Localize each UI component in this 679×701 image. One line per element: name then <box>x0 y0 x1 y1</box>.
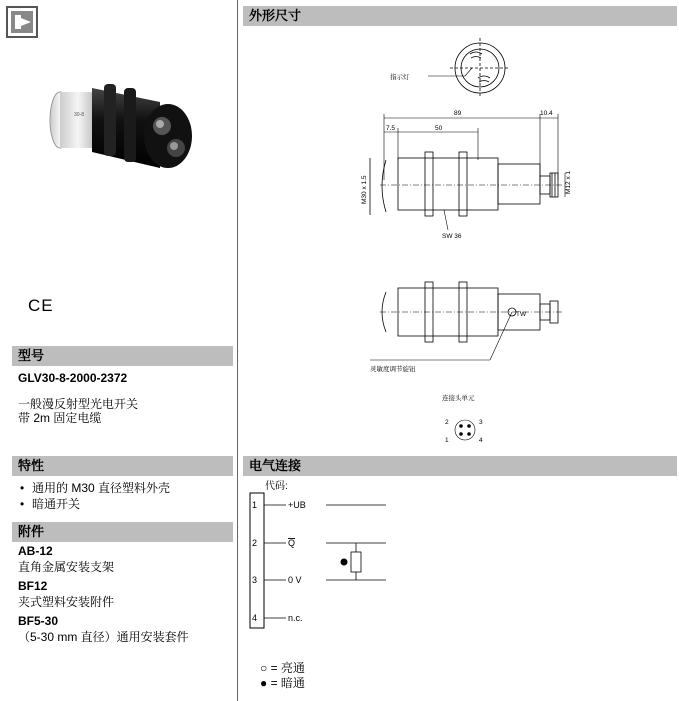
dim-10-4: 10.4 <box>540 110 553 117</box>
document-logo-icon <box>6 6 38 38</box>
dimension-drawing <box>340 30 600 450</box>
pin-label: 0 V <box>288 575 302 585</box>
side-view-top <box>370 152 565 230</box>
pin-num: 1 <box>252 500 258 510</box>
electrical-section-header: 电气连接 <box>243 456 677 476</box>
pin-4: 4 <box>479 437 483 444</box>
connector-pins <box>455 420 475 440</box>
code-label: 代码: <box>265 481 288 492</box>
pin-num: 2 <box>252 538 258 548</box>
dim-m12: M12 x 1 <box>565 170 572 194</box>
feature-item: • 通用的 M30 直径塑料外壳 <box>18 480 170 496</box>
pin-num: 3 <box>252 575 258 585</box>
dim-sw36: SW 36 <box>442 233 462 240</box>
ce-mark: CE <box>28 296 54 315</box>
accessories-section-header: 附件 <box>12 522 233 542</box>
pin-1: 1 <box>445 437 449 444</box>
pin-2: 2 <box>445 419 449 426</box>
model-section-header: 型号 <box>12 346 233 366</box>
accessory-code: BF5-30 <box>18 614 59 628</box>
tw-label: TW <box>516 311 527 318</box>
legend-light-on <box>260 660 305 676</box>
pin-3: 3 <box>479 419 483 426</box>
features-section-header: 特性 <box>12 456 233 476</box>
accessory-code: AB-12 <box>18 544 53 558</box>
legend-text: = 暗通 <box>270 676 305 690</box>
pin-label: Q <box>288 538 296 548</box>
product-photo <box>40 70 200 180</box>
sensitivity-label: 灵敏度调节旋钮 <box>370 366 416 373</box>
features-list <box>18 480 170 512</box>
pin-label: n.c. <box>288 613 303 623</box>
accessory-desc: 夹式塑料安装附件 <box>18 595 115 609</box>
dim-7-5: 7.5 <box>386 125 396 132</box>
legend-dark-on <box>260 675 305 691</box>
wiring-diagram <box>248 490 408 635</box>
dim-89: 89 <box>454 110 462 117</box>
pin-label: +UB <box>288 500 306 510</box>
column-divider <box>237 0 238 701</box>
side-view-bottom <box>370 282 562 360</box>
connector-label: 连接头单元 <box>442 395 475 402</box>
model-desc-line-1: 一般漫反射型光电开关 <box>18 397 139 411</box>
dim-50: 50 <box>435 125 443 132</box>
filled-circle-icon: ● <box>260 676 268 690</box>
dim-m30: M30 x 1.5 <box>361 175 368 204</box>
pin-num: 4 <box>252 613 258 623</box>
feature-item: • 暗通开关 <box>18 496 170 512</box>
svg-text:30-8: 30-8 <box>74 112 85 118</box>
open-circle-icon: ○ <box>260 661 268 675</box>
model-desc-line-2: 带 2m 固定电缆 <box>18 411 102 425</box>
accessory-code: BF12 <box>18 579 48 593</box>
front-view <box>428 38 510 98</box>
indicator-label: 指示灯 <box>390 74 410 81</box>
legend-text: = 亮通 <box>270 661 305 675</box>
accessory-desc: （5-30 mm 直径）通用安装套件 <box>18 630 189 644</box>
dimensions-section-header: 外形尺寸 <box>243 6 677 26</box>
model-number: GLV30-8-2000-2372 <box>18 371 128 385</box>
accessory-desc: 直角金属安装支架 <box>18 560 115 574</box>
